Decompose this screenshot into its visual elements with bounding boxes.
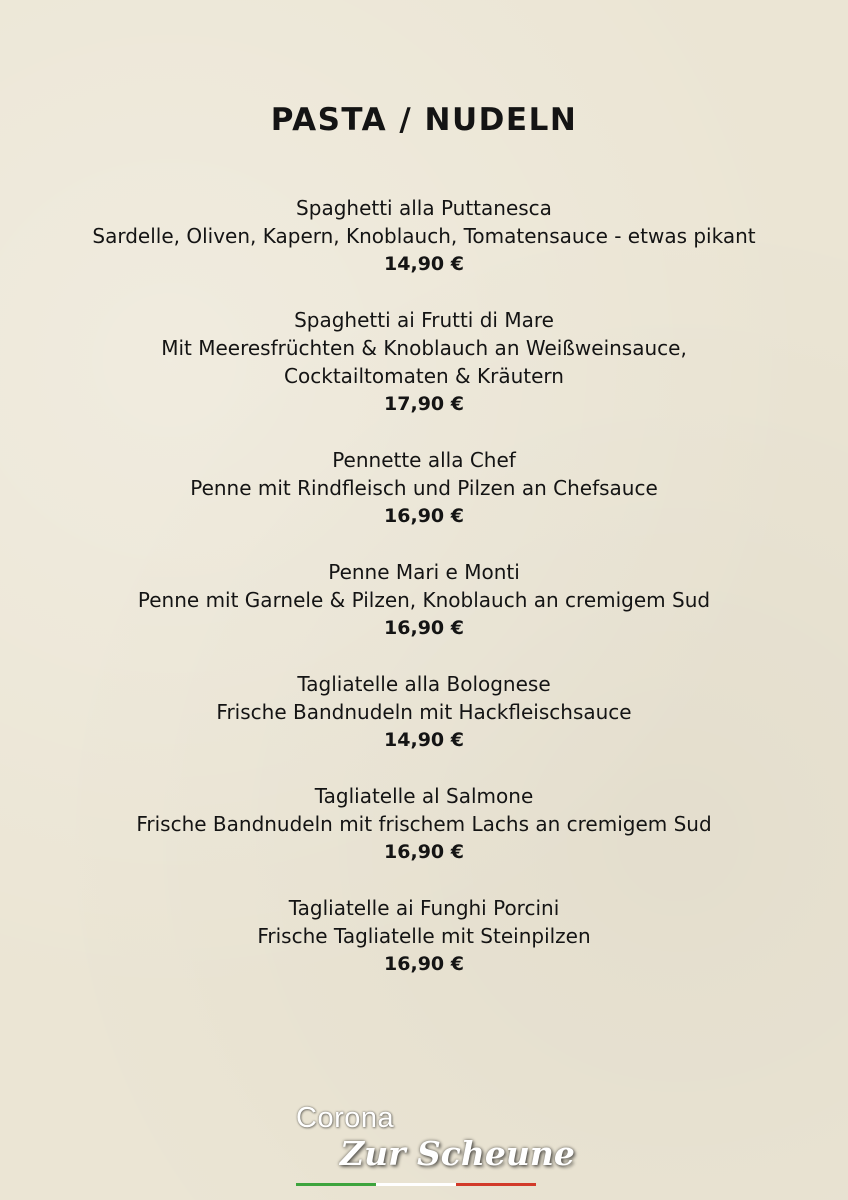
dish-price: 16,90 € [384,505,464,527]
menu-item [0,446,848,558]
menu-item [0,558,848,670]
restaurant-logo [296,1100,575,1192]
dish-price: 16,90 € [384,617,464,639]
dish-price: 16,90 € [384,841,464,863]
menu-item [0,670,848,782]
dish-name: Tagliatelle al Salmone [314,784,534,808]
logo-scheune-text: Zur Scheune [340,1134,575,1173]
dish-description: Penne mit Rindfleisch und Pilzen an Chefsauce [190,476,658,500]
flag-green-stripe [296,1183,376,1186]
dish-name: Spaghetti ai Frutti di Mare [294,308,554,332]
flag-red-stripe [456,1183,536,1186]
dish-description: Cocktailtomaten & Kräutern [284,364,564,388]
dish-price: 14,90 € [384,729,464,751]
menu-item [0,782,848,894]
dish-name: Tagliatelle ai Funghi Porcini [288,896,560,920]
dish-description: Penne mit Garnele & Pilzen, Knoblauch an cremigem Sud [137,588,711,612]
dish-price: 16,90 € [384,953,464,975]
italian-flag-stripe [296,1183,536,1186]
menu-item [0,894,848,1006]
dish-description: Frische Tagliatelle mit Steinpilzen [257,924,591,948]
logo-corona-text: Corona [296,1102,395,1134]
dish-name: Penne Mari e Monti [328,560,520,584]
dish-name: Tagliatelle alla Bolognese [297,672,551,696]
dish-description: Mit Meeresfrüchten & Knoblauch an Weißweinsauce, [161,336,687,360]
menu-item [0,306,848,446]
dish-description: Frische Bandnudeln mit Hackfleischsauce [216,700,632,724]
menu-list [0,194,848,1006]
dish-price: 14,90 € [384,253,464,275]
page-title: PASTA / NUDELN [270,102,578,138]
dish-description: Frische Bandnudeln mit frischem Lachs an cremigem Sud [136,812,712,836]
menu-item [0,194,848,306]
dish-price: 17,90 € [384,393,464,415]
dish-name: Pennette alla Chef [332,448,516,472]
flag-white-stripe [376,1183,456,1186]
dish-description: Sardelle, Oliven, Kapern, Knoblauch, Tomatensauce - etwas pikant [92,224,756,248]
dish-name: Spaghetti alla Puttanesca [296,196,552,220]
